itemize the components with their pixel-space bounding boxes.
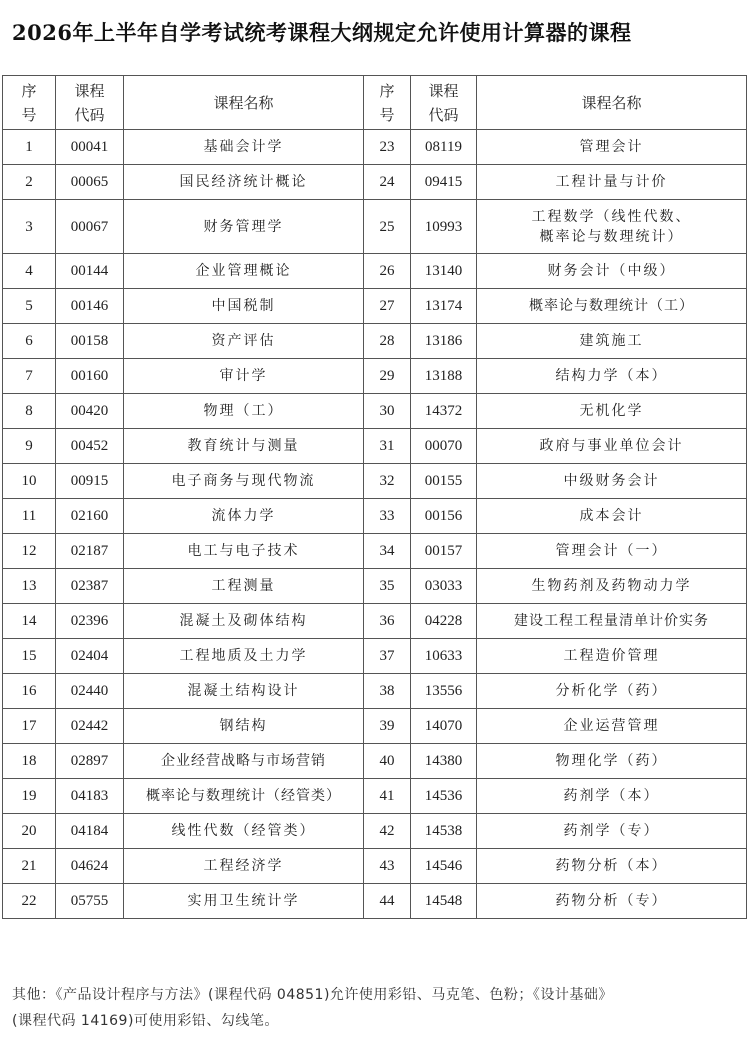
code-cell-right: 09415 bbox=[411, 165, 477, 200]
code-cell-left: 00144 bbox=[56, 254, 124, 289]
table-row bbox=[3, 394, 747, 429]
seq-cell-right: 38 bbox=[364, 674, 411, 709]
course-name: 建设工程工程量清单计价实务 bbox=[514, 613, 709, 629]
course-name-cell-left bbox=[124, 534, 364, 569]
header-seq-line1: 序 bbox=[21, 81, 37, 100]
course-name-cell-left bbox=[124, 709, 364, 744]
footnote-line-2: (课程代码 14169)可使用彩铅、勾线笔。 bbox=[12, 1013, 279, 1029]
header-seq-line2: 号 bbox=[21, 105, 37, 124]
table-header bbox=[3, 76, 747, 130]
course-name: 财务管理学 bbox=[203, 218, 284, 235]
course-name: 实用卫生统计学 bbox=[187, 893, 300, 909]
seq-cell-right: 30 bbox=[364, 394, 411, 429]
course-name-line2: 概率论与数理统计） bbox=[539, 228, 684, 245]
code-cell-left: 05755 bbox=[56, 884, 124, 919]
course-name-cell-right bbox=[477, 639, 747, 674]
course-name-cell-right bbox=[477, 674, 747, 709]
course-name-cell-right bbox=[477, 200, 747, 254]
footnote-line-1: 其他：《产品设计程序与方法》(课程代码 04851)允许使用彩铅、马克笔、色粉；《设计基础》 bbox=[12, 987, 613, 1003]
code-cell-right: 03033 bbox=[411, 569, 477, 604]
course-name: 药剂学（专） bbox=[563, 823, 660, 839]
course-name: 电子商务与现代物流 bbox=[171, 473, 316, 489]
code-cell-left: 00452 bbox=[56, 429, 124, 464]
course-name-cell-left bbox=[124, 254, 364, 289]
course-name: 财务会计（中级） bbox=[547, 263, 676, 279]
code-cell-left: 00146 bbox=[56, 289, 124, 324]
course-name-cell-right bbox=[477, 779, 747, 814]
code-cell-right: 00157 bbox=[411, 534, 477, 569]
course-name: 管理会计（一） bbox=[555, 543, 668, 559]
seq-cell-left: 8 bbox=[3, 394, 56, 429]
table-row bbox=[3, 289, 747, 324]
course-name-cell-right bbox=[477, 849, 747, 884]
course-name-cell-right bbox=[477, 394, 747, 429]
course-name: 工程数学（线性代数、 bbox=[531, 208, 692, 225]
seq-cell-right: 25 bbox=[364, 200, 411, 254]
code-cell-right: 04228 bbox=[411, 604, 477, 639]
course-name: 教育统计与测量 bbox=[187, 438, 300, 454]
course-name: 概率论与数理统计（工） bbox=[529, 298, 694, 314]
course-name: 流体力学 bbox=[211, 508, 276, 524]
course-name-cell-right bbox=[477, 130, 747, 165]
seq-cell-right: 32 bbox=[364, 464, 411, 499]
course-name: 生物药剂及药物动力学 bbox=[531, 578, 692, 594]
code-cell-right: 14538 bbox=[411, 814, 477, 849]
course-name-cell-right bbox=[477, 604, 747, 639]
course-name-cell-left bbox=[124, 394, 364, 429]
code-cell-right: 10633 bbox=[411, 639, 477, 674]
seq-cell-right: 34 bbox=[364, 534, 411, 569]
code-cell-right: 13556 bbox=[411, 674, 477, 709]
seq-cell-left: 15 bbox=[3, 639, 56, 674]
header-name-right: 课程名称 bbox=[477, 76, 747, 130]
course-name-cell-right bbox=[477, 534, 747, 569]
seq-cell-right: 42 bbox=[364, 814, 411, 849]
course-name-cell-left bbox=[124, 289, 364, 324]
course-name: 概率论与数理统计（经管类） bbox=[146, 788, 341, 804]
course-name-cell-right bbox=[477, 814, 747, 849]
course-name-cell-right bbox=[477, 499, 747, 534]
code-cell-left: 00160 bbox=[56, 359, 124, 394]
footnote bbox=[12, 982, 738, 1034]
course-name-cell-right bbox=[477, 709, 747, 744]
course-name: 中国税制 bbox=[211, 298, 276, 314]
code-cell-left: 02440 bbox=[56, 674, 124, 709]
header-seq-line1: 序 bbox=[379, 81, 395, 100]
table-row bbox=[3, 429, 747, 464]
seq-cell-right: 35 bbox=[364, 569, 411, 604]
table-body bbox=[3, 130, 747, 919]
seq-cell-left: 6 bbox=[3, 324, 56, 359]
seq-cell-left: 5 bbox=[3, 289, 56, 324]
header-code-line1: 课程 bbox=[74, 81, 105, 100]
seq-cell-left: 2 bbox=[3, 165, 56, 200]
code-cell-right: 13186 bbox=[411, 324, 477, 359]
seq-cell-right: 24 bbox=[364, 165, 411, 200]
seq-cell-left: 16 bbox=[3, 674, 56, 709]
course-name-cell-left bbox=[124, 814, 364, 849]
course-name: 工程测量 bbox=[211, 578, 276, 594]
course-name-cell-left bbox=[124, 604, 364, 639]
course-name: 结构力学（本） bbox=[555, 368, 668, 384]
seq-cell-right: 27 bbox=[364, 289, 411, 324]
code-cell-left: 02387 bbox=[56, 569, 124, 604]
course-name: 成本会计 bbox=[579, 508, 644, 524]
course-name-cell-right bbox=[477, 165, 747, 200]
seq-cell-left: 11 bbox=[3, 499, 56, 534]
header-name-left: 课程名称 bbox=[124, 76, 364, 130]
course-name: 工程造价管理 bbox=[563, 648, 660, 664]
code-cell-left: 00420 bbox=[56, 394, 124, 429]
course-name-cell-left bbox=[124, 884, 364, 919]
seq-cell-right: 31 bbox=[364, 429, 411, 464]
table-row bbox=[3, 130, 747, 165]
code-cell-right: 00070 bbox=[411, 429, 477, 464]
course-name: 物理（工） bbox=[203, 403, 284, 419]
seq-cell-right: 44 bbox=[364, 884, 411, 919]
code-cell-left: 04184 bbox=[56, 814, 124, 849]
table-row bbox=[3, 674, 747, 709]
code-cell-right: 08119 bbox=[411, 130, 477, 165]
course-name-cell-left bbox=[124, 569, 364, 604]
course-name-cell-left bbox=[124, 779, 364, 814]
course-name-cell-left bbox=[124, 849, 364, 884]
code-cell-right: 13140 bbox=[411, 254, 477, 289]
table-row bbox=[3, 814, 747, 849]
header-code-line1: 课程 bbox=[428, 81, 459, 100]
course-name-cell-left bbox=[124, 639, 364, 674]
code-cell-right: 00156 bbox=[411, 499, 477, 534]
course-name: 钢结构 bbox=[219, 718, 268, 734]
code-cell-left: 02897 bbox=[56, 744, 124, 779]
seq-cell-left: 14 bbox=[3, 604, 56, 639]
code-cell-right: 14536 bbox=[411, 779, 477, 814]
course-name: 药物分析（本） bbox=[555, 858, 668, 874]
course-name: 药物分析（专） bbox=[555, 893, 668, 909]
table-row bbox=[3, 569, 747, 604]
course-name-cell-left bbox=[124, 499, 364, 534]
table-row bbox=[3, 324, 747, 359]
course-name-cell-left bbox=[124, 429, 364, 464]
course-name: 物理化学（药） bbox=[555, 753, 668, 769]
course-name-cell-left bbox=[124, 324, 364, 359]
course-name: 中级财务会计 bbox=[563, 473, 660, 489]
code-cell-right: 13188 bbox=[411, 359, 477, 394]
course-name-cell-right bbox=[477, 254, 747, 289]
course-name: 药剂学（本） bbox=[563, 788, 660, 804]
code-cell-right: 10993 bbox=[411, 200, 477, 254]
course-name: 审计学 bbox=[219, 368, 268, 384]
table-row bbox=[3, 744, 747, 779]
seq-cell-left: 22 bbox=[3, 884, 56, 919]
seq-cell-right: 29 bbox=[364, 359, 411, 394]
course-name: 国民经济统计概论 bbox=[179, 174, 308, 190]
course-name-cell-right bbox=[477, 324, 747, 359]
seq-cell-right: 36 bbox=[364, 604, 411, 639]
code-cell-left: 02187 bbox=[56, 534, 124, 569]
course-name: 混凝土及砌体结构 bbox=[179, 613, 308, 629]
course-name: 企业管理概论 bbox=[195, 263, 292, 279]
seq-cell-left: 3 bbox=[3, 200, 56, 254]
seq-cell-left: 1 bbox=[3, 130, 56, 165]
header-seq-left bbox=[3, 76, 56, 130]
course-name-cell-right bbox=[477, 744, 747, 779]
table-row bbox=[3, 849, 747, 884]
code-cell-right: 00155 bbox=[411, 464, 477, 499]
course-name-cell-right bbox=[477, 429, 747, 464]
seq-cell-left: 7 bbox=[3, 359, 56, 394]
course-table bbox=[2, 75, 747, 919]
page-title: 2026年上半年自学考试统考课程大纲规定允许使用计算器的课程 bbox=[12, 20, 632, 45]
course-name: 政府与事业单位会计 bbox=[539, 438, 684, 454]
course-name: 无机化学 bbox=[579, 403, 644, 419]
header-seq-line2: 号 bbox=[379, 105, 395, 124]
code-cell-right: 14070 bbox=[411, 709, 477, 744]
course-name: 分析化学（药） bbox=[555, 683, 668, 699]
table-row bbox=[3, 709, 747, 744]
table-row bbox=[3, 884, 747, 919]
course-name-cell-left bbox=[124, 165, 364, 200]
course-name: 混凝土结构设计 bbox=[187, 683, 300, 699]
code-cell-left: 00067 bbox=[56, 200, 124, 254]
code-cell-left: 02442 bbox=[56, 709, 124, 744]
course-name: 企业运营管理 bbox=[563, 718, 660, 734]
table-row bbox=[3, 639, 747, 674]
seq-cell-left: 13 bbox=[3, 569, 56, 604]
header-seq-right bbox=[364, 76, 411, 130]
course-name: 企业经营战略与市场营销 bbox=[161, 753, 326, 769]
course-name: 建筑施工 bbox=[579, 333, 644, 349]
course-name: 工程计量与计价 bbox=[555, 174, 668, 190]
seq-cell-left: 20 bbox=[3, 814, 56, 849]
seq-cell-left: 10 bbox=[3, 464, 56, 499]
course-name: 工程经济学 bbox=[203, 858, 284, 874]
header-code-line2: 代码 bbox=[428, 105, 459, 124]
course-name-cell-left bbox=[124, 674, 364, 709]
code-cell-right: 14546 bbox=[411, 849, 477, 884]
code-cell-left: 00915 bbox=[56, 464, 124, 499]
seq-cell-left: 12 bbox=[3, 534, 56, 569]
table-row bbox=[3, 499, 747, 534]
code-cell-left: 04183 bbox=[56, 779, 124, 814]
table-row bbox=[3, 464, 747, 499]
seq-cell-left: 9 bbox=[3, 429, 56, 464]
table-row bbox=[3, 165, 747, 200]
seq-cell-left: 21 bbox=[3, 849, 56, 884]
header-row bbox=[3, 76, 747, 130]
header-code-right bbox=[411, 76, 477, 130]
table-row bbox=[3, 779, 747, 814]
seq-cell-right: 43 bbox=[364, 849, 411, 884]
course-name-cell-left bbox=[124, 200, 364, 254]
table-row bbox=[3, 200, 747, 254]
course-name: 工程地质及土力学 bbox=[179, 648, 308, 664]
course-name-cell-right bbox=[477, 569, 747, 604]
code-cell-left: 02396 bbox=[56, 604, 124, 639]
code-cell-left: 00065 bbox=[56, 165, 124, 200]
header-code-left bbox=[56, 76, 124, 130]
code-cell-right: 14380 bbox=[411, 744, 477, 779]
seq-cell-right: 26 bbox=[364, 254, 411, 289]
course-name-cell-right bbox=[477, 359, 747, 394]
code-cell-right: 14372 bbox=[411, 394, 477, 429]
course-name: 线性代数（经管类） bbox=[171, 823, 316, 839]
table-row bbox=[3, 604, 747, 639]
code-cell-right: 14548 bbox=[411, 884, 477, 919]
code-cell-left: 04624 bbox=[56, 849, 124, 884]
seq-cell-right: 23 bbox=[364, 130, 411, 165]
seq-cell-right: 40 bbox=[364, 744, 411, 779]
course-name-cell-right bbox=[477, 289, 747, 324]
course-name-cell-left bbox=[124, 359, 364, 394]
seq-cell-left: 18 bbox=[3, 744, 56, 779]
seq-cell-left: 17 bbox=[3, 709, 56, 744]
seq-cell-right: 28 bbox=[364, 324, 411, 359]
course-name-cell-left bbox=[124, 744, 364, 779]
table-row bbox=[3, 534, 747, 569]
seq-cell-left: 4 bbox=[3, 254, 56, 289]
table-row bbox=[3, 359, 747, 394]
code-cell-left: 02160 bbox=[56, 499, 124, 534]
header-code-line2: 代码 bbox=[74, 105, 105, 124]
course-name-cell-right bbox=[477, 464, 747, 499]
course-name-cell-left bbox=[124, 130, 364, 165]
seq-cell-right: 33 bbox=[364, 499, 411, 534]
seq-cell-right: 41 bbox=[364, 779, 411, 814]
code-cell-left: 00158 bbox=[56, 324, 124, 359]
code-cell-left: 02404 bbox=[56, 639, 124, 674]
code-cell-left: 00041 bbox=[56, 130, 124, 165]
course-name: 管理会计 bbox=[579, 139, 644, 155]
code-cell-right: 13174 bbox=[411, 289, 477, 324]
seq-cell-right: 39 bbox=[364, 709, 411, 744]
seq-cell-right: 37 bbox=[364, 639, 411, 674]
course-name: 电工与电子技术 bbox=[187, 543, 300, 559]
course-name-cell-right bbox=[477, 884, 747, 919]
table-row bbox=[3, 254, 747, 289]
course-name-cell-left bbox=[124, 464, 364, 499]
seq-cell-left: 19 bbox=[3, 779, 56, 814]
course-name: 基础会计学 bbox=[203, 139, 284, 155]
course-name: 资产评估 bbox=[211, 333, 276, 349]
